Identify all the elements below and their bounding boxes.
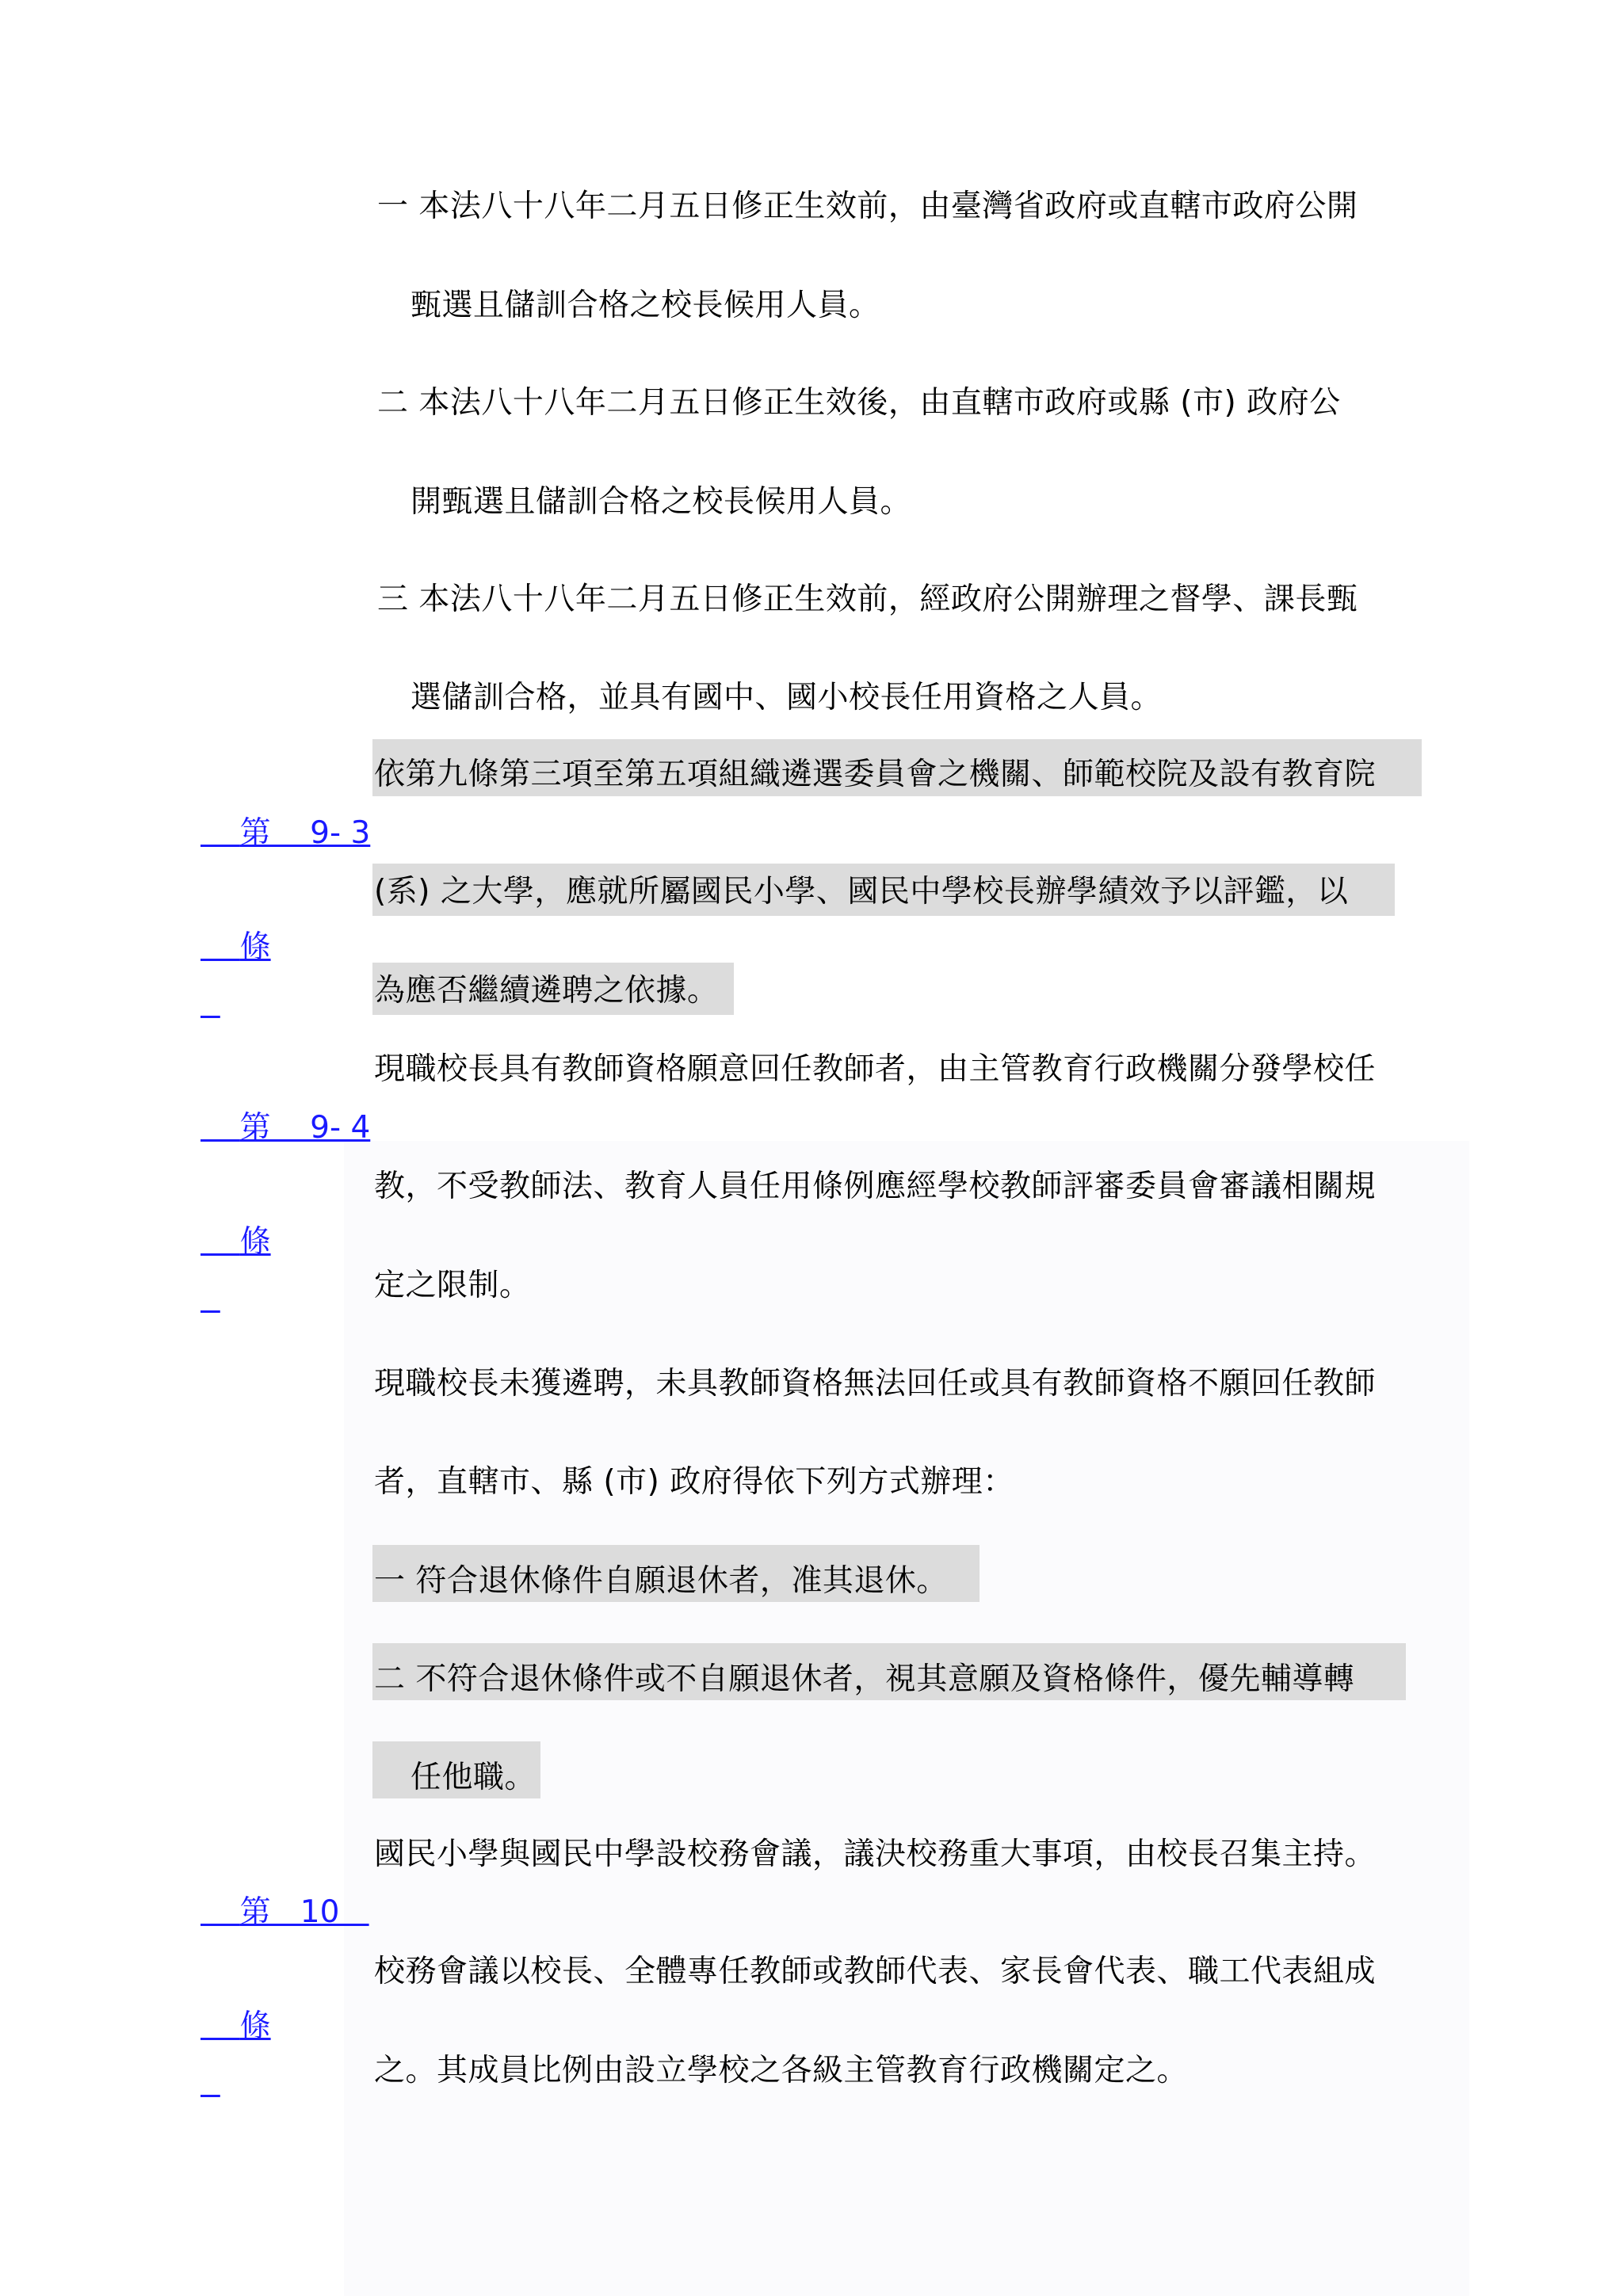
article-9-3-link[interactable] — [200, 748, 371, 1033]
article-9-4-line-3: 定之限制。 — [374, 1268, 531, 1303]
article-10-line-3: 之。其成員比例由設立學校之各級主管教育行政機關定之。 — [374, 2053, 1189, 2088]
article-9-4-line-1: 現職校長具有教師資格願意回任教師者，由主管教育行政機關分發學校任 — [374, 1051, 1377, 1087]
list-item-2-line-1: 二 本法八十八年二月五日修正生效後，由直轄市政府或縣 (市) 政府公 — [377, 385, 1341, 421]
page-background-band — [344, 1141, 1469, 2296]
article-9-4-line-2: 教，不受教師法、教育人員任用條例應經學校教師評審委員會審議相關規 — [374, 1169, 1377, 1204]
article-9-3-line-1: 依第九條第三項至第五項組織遴選委員會之機關、師範校院及設有教育院 — [374, 757, 1377, 792]
article-10-line-1: 國民小學與國民中學設校務會議，議決校務重大事項，由校長召集主持。 — [374, 1836, 1377, 1872]
article-9-3-line-2: (系) 之大學，應就所屬國民小學、國民中學校長辦學績效予以評鑑，以 — [374, 874, 1349, 910]
article-label-line-2[interactable]: 條 — [239, 929, 271, 965]
article-9-4-line-4: 現職校長未獲遴聘，未具教師資格無法回任或具有教師資格不願回任教師 — [374, 1366, 1377, 1402]
article-label-line-2[interactable]: 條 — [239, 2008, 271, 2044]
article-label-line-2[interactable]: 條 — [239, 1224, 271, 1260]
article-label-line-1[interactable]: 第 9- 4 — [239, 1110, 371, 1146]
article-label-line-1[interactable]: 第 9- 3 — [239, 815, 371, 851]
article-9-4-item-2-line-2: 任他職。 — [411, 1760, 537, 1795]
list-item-3-line-2: 選儲訓合格，並具有國中、國小校長任用資格之人員。 — [411, 680, 1163, 715]
article-label-line-1[interactable]: 第 10 — [239, 1894, 369, 1930]
list-item-1-line-2: 甄選且儲訓合格之校長候用人員。 — [411, 288, 880, 323]
article-9-4-line-5: 者，直轄市、縣 (市) 政府得依下列方式辦理： — [374, 1464, 1014, 1500]
list-item-1-line-1: 一 本法八十八年二月五日修正生效前，由臺灣省政府或直轄市政府公開 — [377, 189, 1358, 224]
list-item-2-line-2: 開甄選且儲訓合格之校長候用人員。 — [411, 484, 912, 520]
article-9-4-item-2-line-1: 二 不符合退休條件或不自願退休者，視其意願及資格條件，優先輔導轉 — [374, 1661, 1355, 1697]
article-10-line-2: 校務會議以校長、全體專任教師或教師代表、家長會代表、職工代表組成 — [374, 1954, 1377, 1989]
list-item-3-line-1: 三 本法八十八年二月五日修正生效前，經政府公開辦理之督學、課長甄 — [377, 582, 1358, 617]
article-9-4-item-1: 一 符合退休條件自願退休者，准其退休。 — [374, 1563, 948, 1599]
article-10-link[interactable] — [200, 1827, 369, 2112]
article-9-3-line-3: 為應否繼續遴聘之依據。 — [374, 973, 719, 1009]
article-9-4-link[interactable] — [200, 1043, 371, 1328]
